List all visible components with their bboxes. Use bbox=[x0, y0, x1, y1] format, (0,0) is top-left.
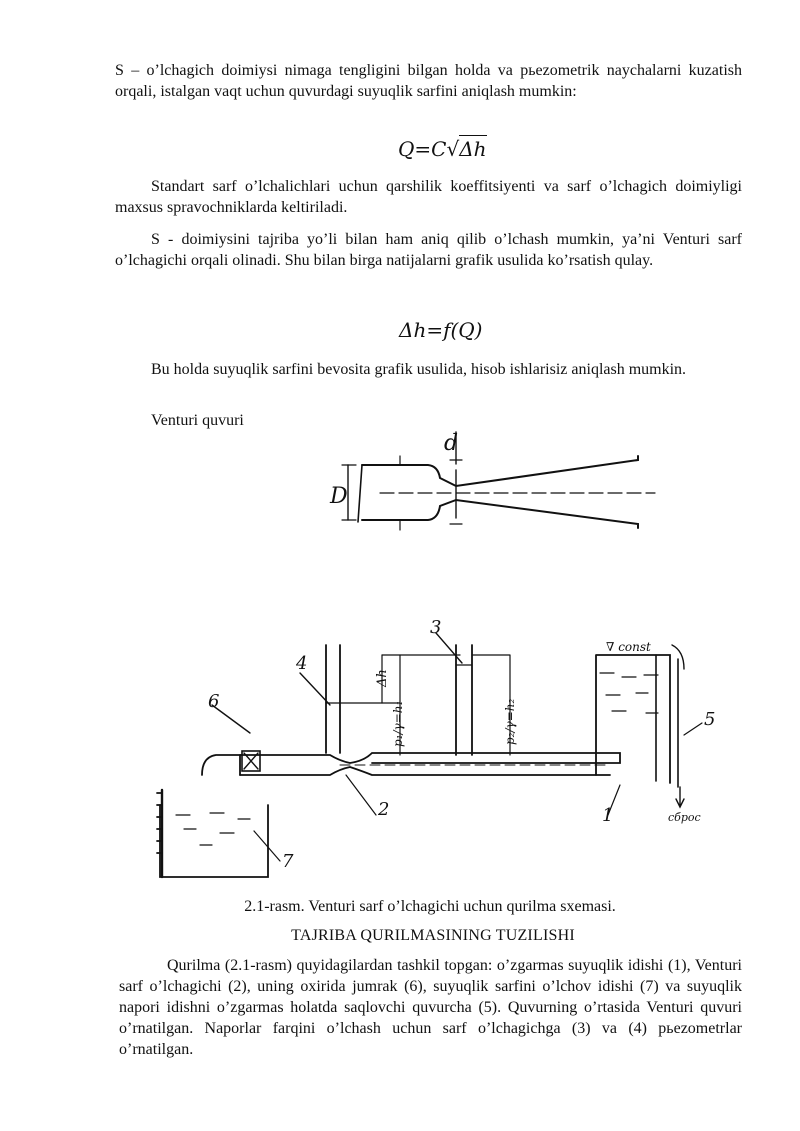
label-sbros: сброс bbox=[668, 811, 701, 824]
label-2: 2 bbox=[378, 799, 390, 820]
label-p1-gamma: p₁/γ=h₁ bbox=[391, 700, 405, 747]
label-d: d bbox=[444, 431, 459, 456]
section-heading: TAJRIBA QURILMASINING TUZILISHI bbox=[291, 927, 575, 944]
label-1: 1 bbox=[602, 805, 614, 826]
label-3: 3 bbox=[430, 617, 442, 638]
formula-flow-rate-left: Q=C bbox=[398, 137, 447, 161]
label-p2-gamma: p₂/γ=h₂ bbox=[503, 698, 517, 745]
paragraph-venturi-label: Venturi quvuri bbox=[151, 412, 244, 429]
venturi-tube-sketch bbox=[310, 420, 670, 550]
paragraph-setup-description: Qurilma (2.1-rasm) quyidagilardan tashkil topgan: o’zgarmas suyuqlik idishi (1), Venturi sarf o’lchagichi (2), uning oxirida jumrak (6), suyuqlik sarfini o’lchov idishi (7) va suyuqlik napori idishni o’zgarmas holatda saqlovchi quvurcha (5). Quvurning o’rtasida Venturi quvuri o’rnatilgan. Naporlar farqini o’lchash uchun sarf o’lchagichga (3) va (4) pьezometrlar o’rnatilgan. bbox=[119, 957, 742, 1058]
formula-flow-rate-root: Δh bbox=[459, 137, 487, 161]
label-4: 4 bbox=[296, 653, 308, 674]
paragraph-experiment: S - doimiysini tajriba yo’li bilan ham aniq qilib o’lchash mumkin, ya’ni Venturi sarf o’lchagichi orqali olinadi. Shu bilan birga natijalarni grafik usulida ko’rsatish qulay. bbox=[115, 231, 742, 269]
formula-flow-rate: Q=C√Δh bbox=[398, 137, 487, 161]
paragraph-standard: Standart sarf o’lchalichlari uchun qarshilik koeffitsiyenti va sarf o’lchagich doimiyligi maxsus spravochniklarda keltiriladi. bbox=[115, 178, 742, 216]
figure-caption: 2.1-rasm. Venturi sarf o’lchagichi uchun qurilma sxemasi. bbox=[244, 898, 616, 915]
label-5: 5 bbox=[704, 709, 716, 730]
installation-scheme-sketch bbox=[150, 615, 730, 880]
paragraph-intro: S – o’lchagich doimiysi nimaga tengligini bilgan holda va pьezometrik naychalarni kuzatish orqali, istalgan vaqt uchun quvurdagi suyuqlik sarfini aniqlash mumkin: bbox=[115, 62, 742, 100]
paragraph-graphic: Bu holda suyuqlik sarfini bevosita grafik usulida, hisob ishlarisiz aniqlash mumkin. bbox=[151, 361, 687, 378]
formula-head-function: Δh=f(Q) bbox=[399, 318, 483, 342]
label-D: D bbox=[330, 484, 348, 509]
label-7: 7 bbox=[282, 851, 294, 872]
label-6: 6 bbox=[208, 691, 220, 712]
label-delta-h: Δh bbox=[375, 669, 390, 687]
label-const: ∇ const bbox=[606, 640, 651, 654]
